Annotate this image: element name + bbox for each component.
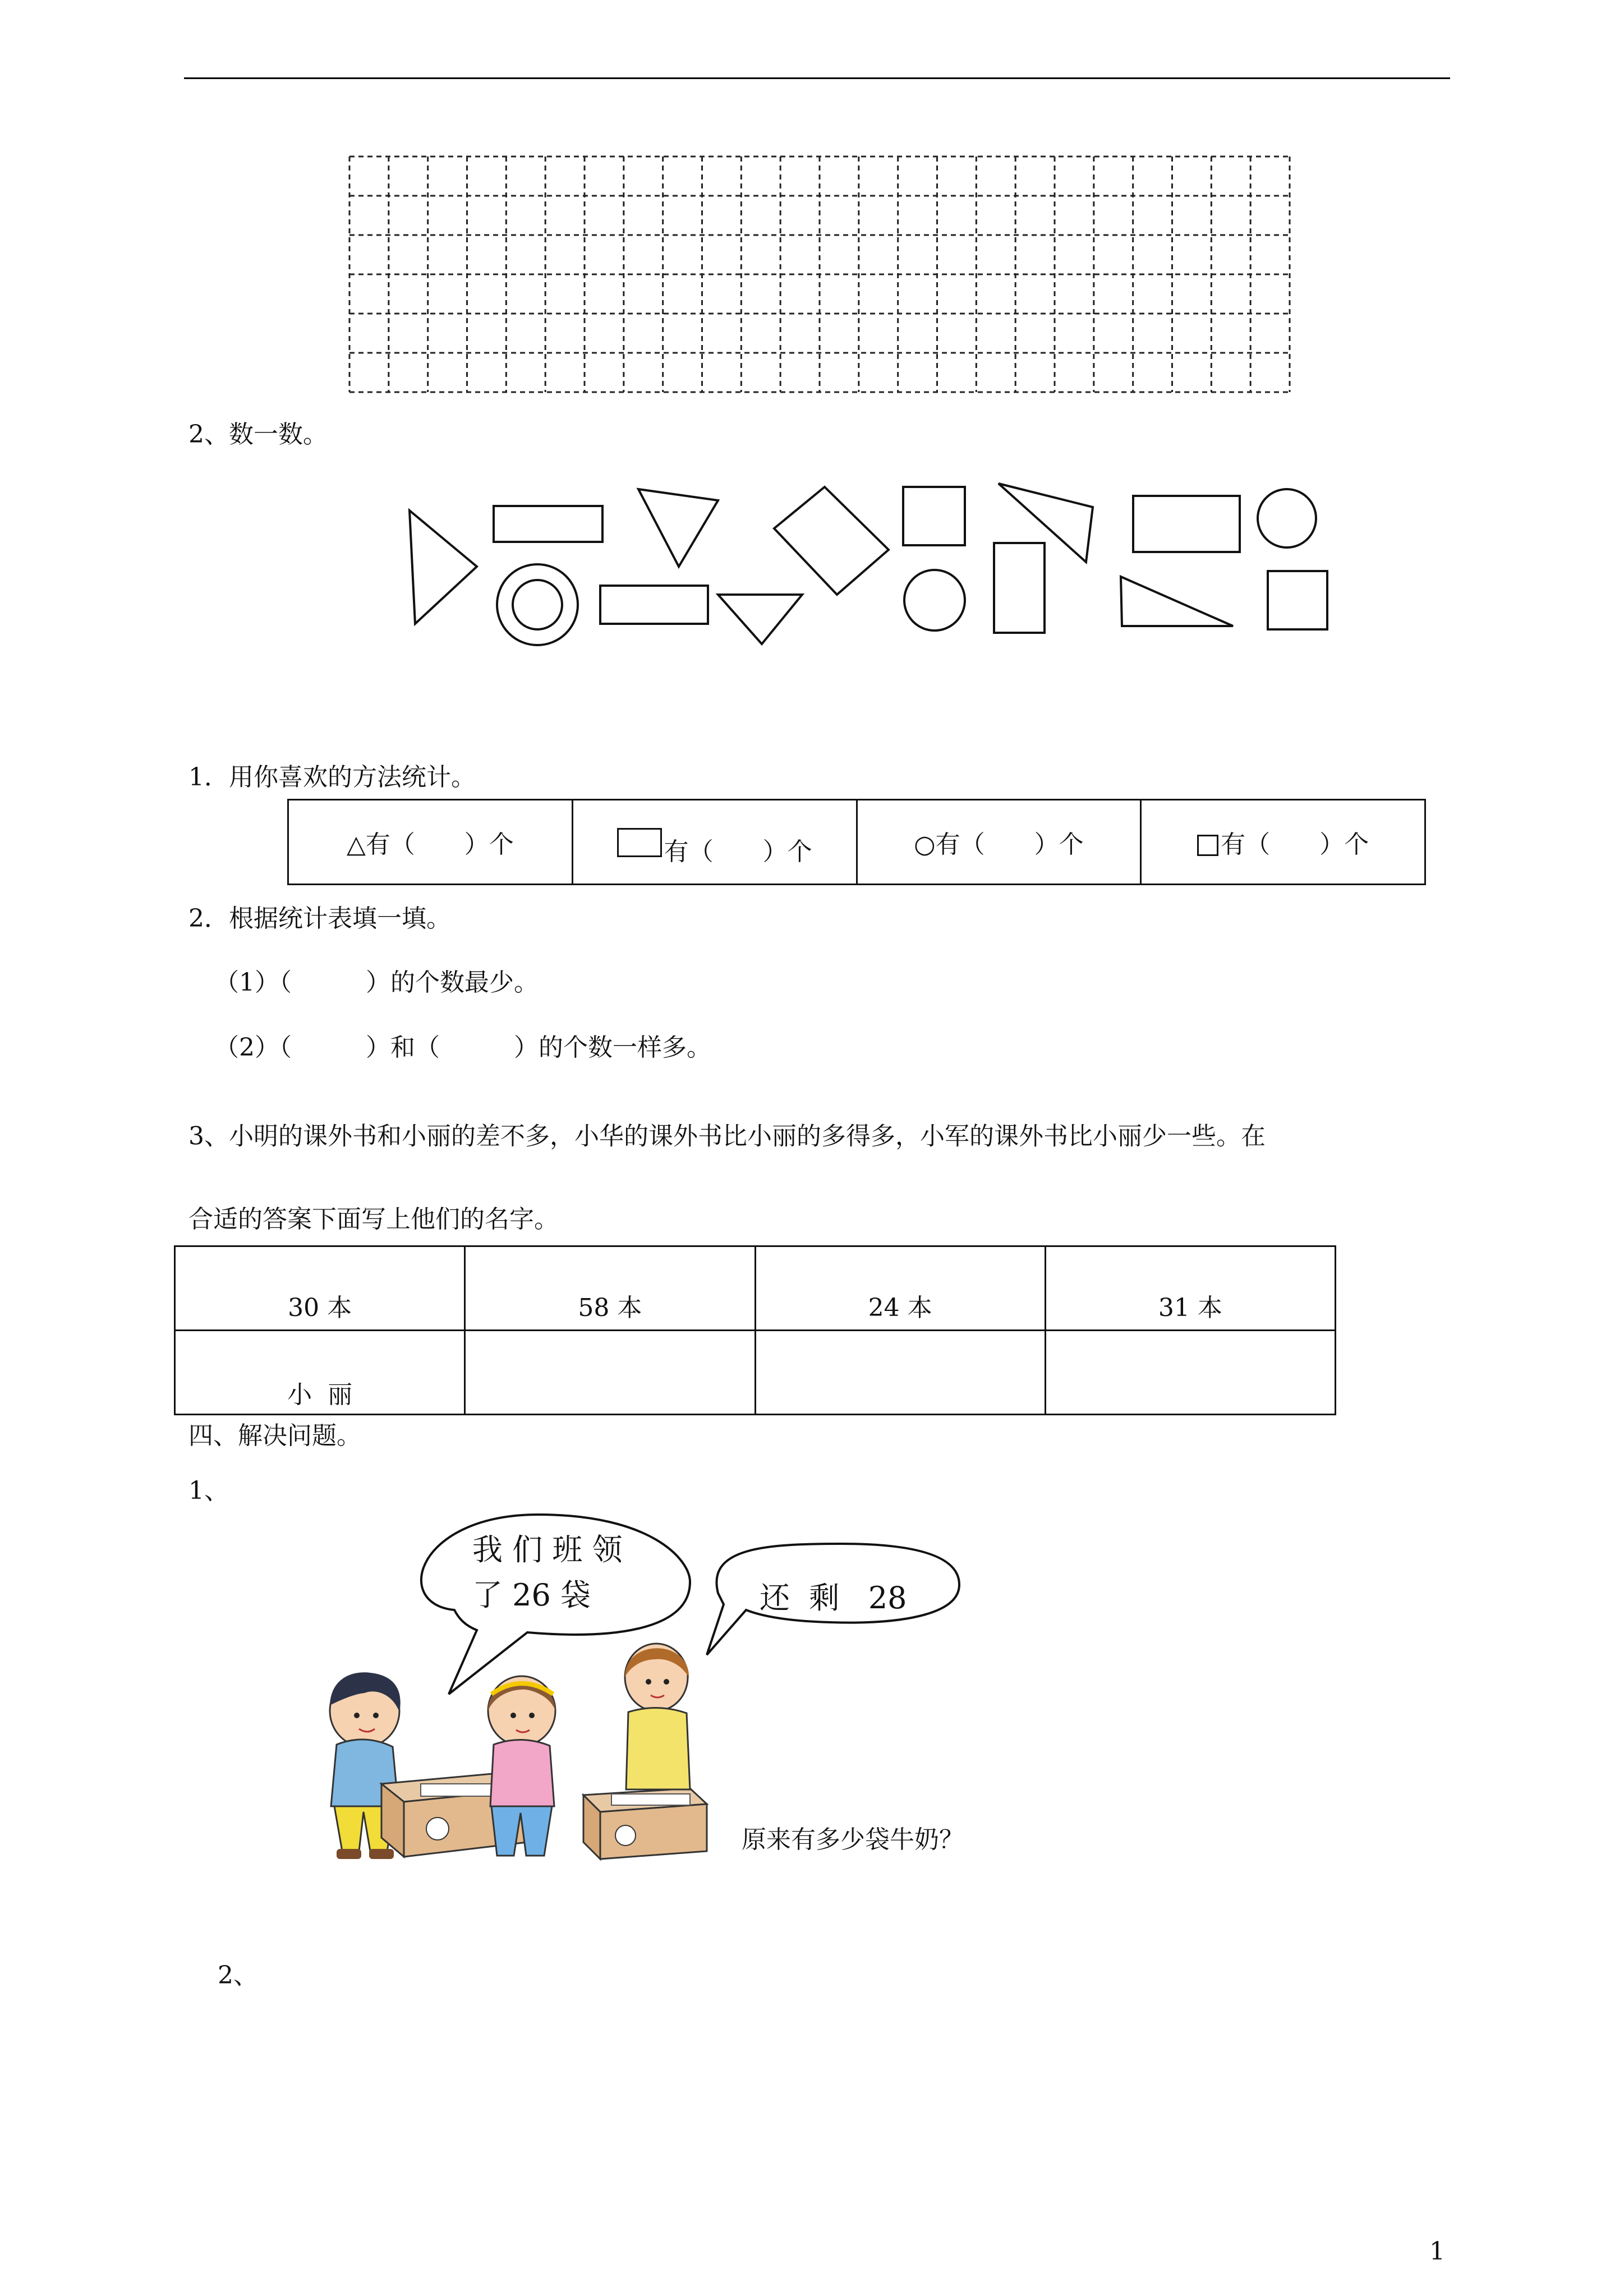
- square-1: [903, 487, 965, 545]
- shapes-figure: [393, 477, 1346, 656]
- bubble1-line1: 我 们 班 领: [472, 1532, 623, 1567]
- child-right-figure: [625, 1644, 690, 1789]
- q2-label: 2．根据统计表填一填。: [188, 904, 451, 933]
- square-2: [1268, 571, 1327, 629]
- bubble1-line2: 了 26 袋: [472, 1577, 591, 1613]
- section4-heading: 四、解决问题。: [188, 1421, 361, 1450]
- ring-1-outer: [497, 564, 578, 645]
- q3-line1: 3、小明的课外书和小丽的差不多，小华的课外书比小丽的多得多，小军的课外书比小丽少一些。在: [188, 1122, 1266, 1151]
- problem1-label: 1、: [188, 1476, 229, 1505]
- count-cell-square: 有（ ）个: [1141, 800, 1425, 885]
- rectangle-1: [494, 506, 602, 542]
- rectangle-4: [994, 543, 1045, 633]
- ring-1-inner: [513, 580, 562, 629]
- milk-illustration: [303, 1492, 999, 1862]
- circle-2: [1258, 489, 1316, 547]
- name-cell-1: 小 丽: [175, 1331, 465, 1415]
- books-cell-4: 31 本: [1045, 1246, 1335, 1331]
- rectangle-5: [1133, 496, 1240, 552]
- name-cell-2: [465, 1331, 755, 1415]
- count-cell-triangle: △有（ ）个: [288, 800, 573, 885]
- problem2-label: 2、: [218, 1961, 258, 1990]
- rectangle-3: [774, 487, 889, 595]
- books-cell-3: 24 本: [755, 1246, 1045, 1331]
- q1-label: 1．用你喜欢的方法统计。: [188, 763, 476, 792]
- circle-1: [904, 570, 965, 631]
- square-icon: [1197, 835, 1218, 856]
- triangle-3: [718, 595, 802, 644]
- triangle-2: [638, 489, 718, 567]
- count-cell-rectangle: 有（ ）个: [572, 800, 857, 885]
- milk-box-2: [583, 1788, 707, 1859]
- bubble2-text: 还 剩 28: [760, 1580, 907, 1616]
- q2-line1: （1）（ ）的个数最少。: [214, 968, 539, 997]
- books-cell-1: 30 本: [175, 1246, 465, 1331]
- top-rule: [184, 77, 1450, 79]
- milk-question: 原来有多少袋牛奶？: [742, 1825, 964, 1854]
- name-cell-3: [755, 1331, 1045, 1415]
- triangle-5: [1121, 577, 1233, 626]
- section2-heading: 2、数一数。: [188, 420, 328, 449]
- books-table: [174, 1245, 1336, 1415]
- q2-line2: （2）（ ）和（ ）的个数一样多。: [214, 1033, 711, 1062]
- shape-count-table: [287, 799, 1426, 885]
- writing-grid: [348, 155, 1291, 394]
- count-cell-circle: ○有（ ）个: [857, 800, 1141, 885]
- name-cell-4: [1045, 1331, 1335, 1415]
- bubble1-text: [472, 1527, 623, 1618]
- q3-line2: 合适的答案下面写上他们的名字。: [188, 1205, 559, 1234]
- triangle-1: [410, 510, 477, 624]
- page-number: 1: [1429, 2237, 1445, 2266]
- books-cell-2: 58 本: [465, 1246, 755, 1331]
- rectangle-icon: [617, 828, 662, 857]
- rectangle-2: [600, 586, 708, 624]
